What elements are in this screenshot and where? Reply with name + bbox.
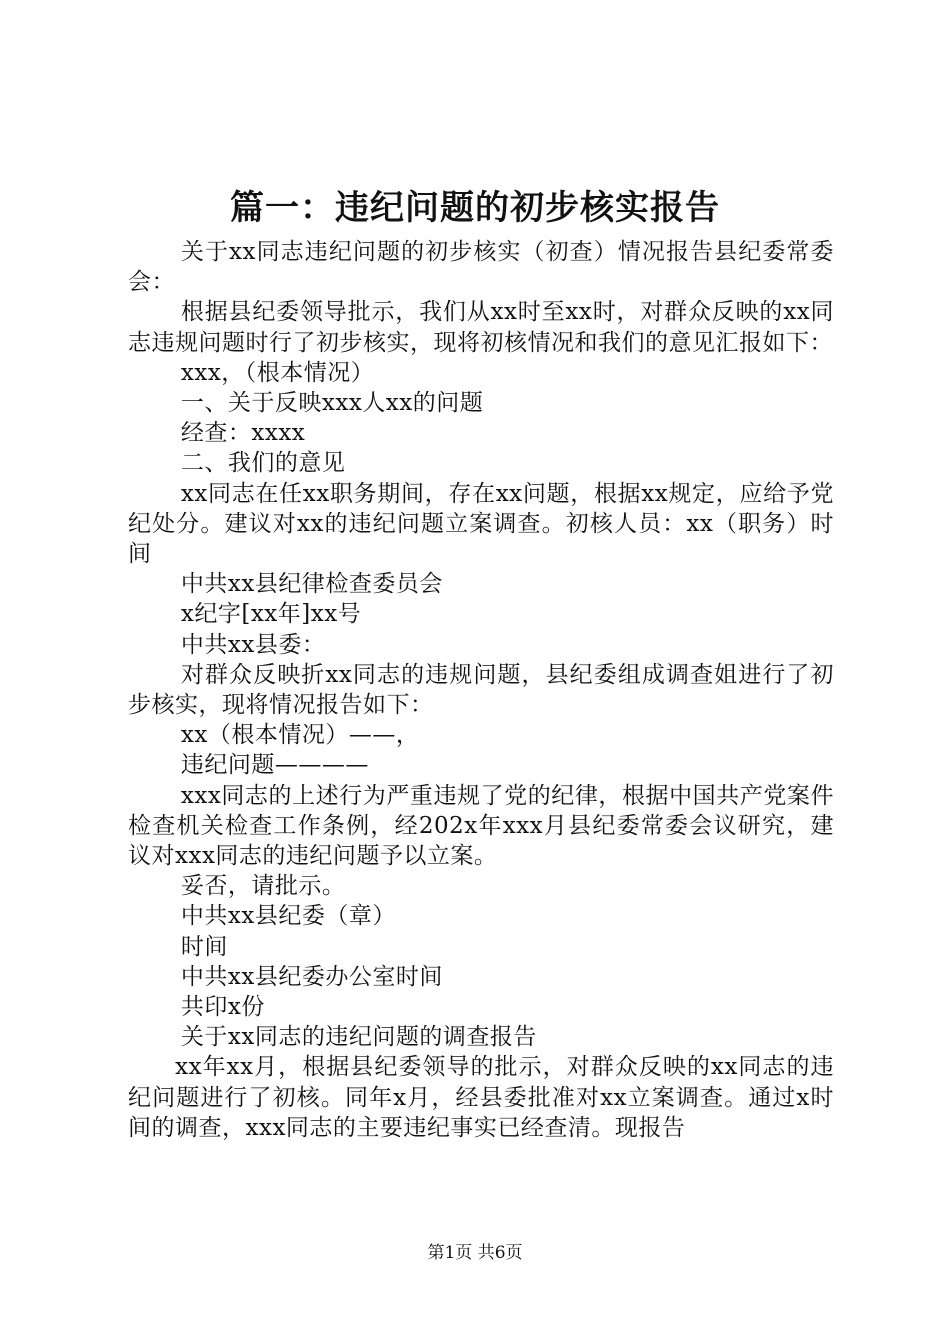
- paragraph: 关于xx同志违纪问题的初步核实（初查）情况报告县纪委常委会：: [128, 239, 834, 296]
- page-footer: 第1页 共6页: [427, 1243, 523, 1263]
- paragraph: 中共xx县委：: [180, 631, 326, 658]
- paragraph: xx同志在任xx职务期间，存在xx问题，根据xx规定，应给予党纪处分。建议对xx的违纪问题立案调查。初核人员：xx（职务）时间: [128, 480, 834, 568]
- paragraph: 妥否，请批示。: [180, 873, 346, 900]
- paragraph: 二、我们的意见: [180, 450, 346, 477]
- paragraph: xx（根本情况）——，: [180, 722, 420, 749]
- paragraph: x纪字[xx年]xx号: [180, 601, 362, 628]
- paragraph: 共印x份: [180, 994, 265, 1021]
- paragraph: 经查：xxxx: [180, 420, 306, 447]
- document-body: [128, 237, 834, 1143]
- document-title: 篇一：违纪问题的初步核实报告: [230, 188, 720, 228]
- paragraph: 一、关于反映xxx人xx的问题: [180, 390, 484, 417]
- paragraph: xxx，（根本情况）: [180, 359, 375, 386]
- paragraph: 根据县纪委领导批示，我们从xx时至xx时，对群众反映的xx同志违规问题时行了初步核实，现将初核情况和我们的意见汇报如下：: [128, 299, 834, 356]
- paragraph: 时间: [180, 933, 228, 960]
- paragraph: xx年xx月，根据县纪委领导的批示，对群众反映的xx同志的违纪问题进行了初核。同年x月，经县委批准对xx立案调查。通过x时间的调查，xxx同志的主要违纪事实已经查清。现报告: [128, 1054, 834, 1141]
- paragraph: 中共xx县纪委办公室时间: [180, 963, 443, 990]
- paragraph: 违纪问题————: [180, 752, 369, 779]
- paragraph: 关于xx同志的违纪问题的调查报告: [180, 1024, 537, 1051]
- paragraph: 中共xx县纪委（章）: [180, 903, 396, 930]
- paragraph: xxx同志的上述行为严重违规了党的纪律，根据中国共产党案件检查机关检查工作条例，经202x年xxx月县纪委常委会议研究，建议对xxx同志的违纪问题予以立案。: [128, 782, 834, 870]
- paragraph: 中共xx县纪律检查委员会: [180, 571, 443, 598]
- paragraph: 对群众反映折xx同志的违规问题，县纪委组成调查姐进行了初步核实，现将情况报告如下：: [128, 661, 834, 719]
